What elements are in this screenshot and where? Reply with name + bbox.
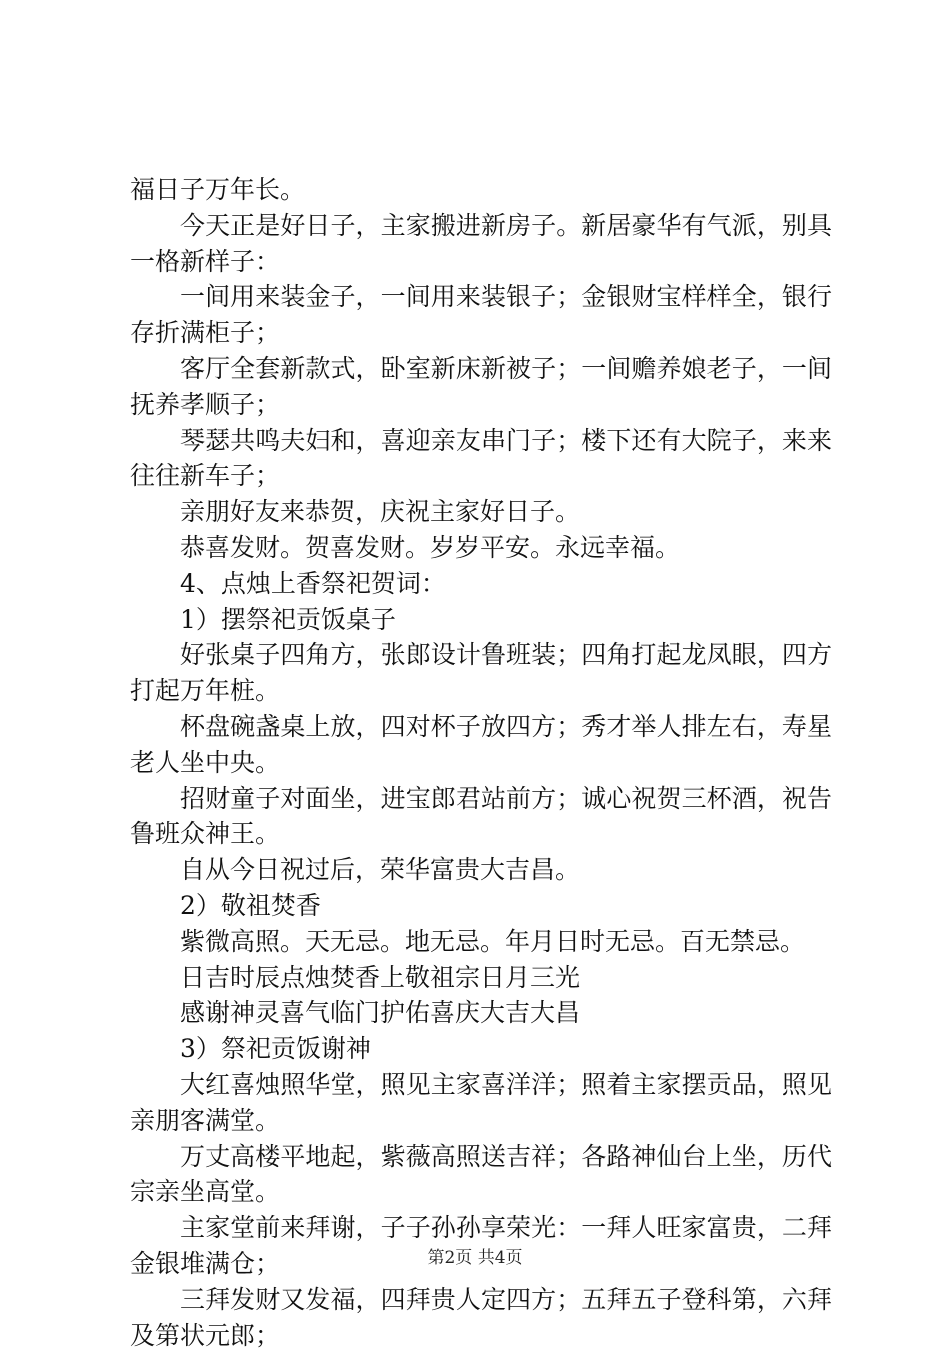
paragraph: 主家堂前来拜谢，子子孙孙享荣光：一拜人旺家富贵，二拜金银堆满仓； bbox=[130, 1213, 832, 1278]
paragraph: 琴瑟共鸣夫妇和，喜迎亲友串门子；楼下还有大院子，来来往往新车子； bbox=[130, 425, 832, 491]
paragraph: 好张桌子四角方，张郎设计鲁班装；四角打起龙凤眼，四方打起万年桩。 bbox=[130, 640, 832, 706]
paragraph: 今天正是好日子，主家搬进新房子。新居豪华有气派，别具一格新样子： bbox=[130, 210, 832, 276]
paragraph: 3）祭祀贡饭谢神 bbox=[180, 1034, 371, 1064]
paragraph: 紫微高照。天无忌。地无忌。年月日时无忌。百无禁忌。 bbox=[180, 926, 806, 956]
paragraph: 恭喜发财。贺喜发财。岁岁平安。永远幸福。 bbox=[180, 532, 681, 562]
paragraph: 日吉时辰点烛焚香上敬祖宗日月三光 bbox=[180, 962, 581, 992]
paragraph: 4、点烛上香祭祀贺词： bbox=[180, 568, 446, 598]
paragraph: 福日子万年长。 bbox=[130, 175, 306, 204]
paragraph: 2）敬祖焚香 bbox=[180, 890, 321, 920]
paragraph: 亲朋好友来恭贺，庆祝主家好日子。 bbox=[180, 497, 581, 527]
paragraph: 三拜发财又发福，四拜贵人定四方；五拜五子登科第，六拜及第状元郎； bbox=[130, 1284, 832, 1350]
paragraph: 万丈高楼平地起，紫薇高照送吉祥；各路神仙台上坐，历代宗亲坐高堂。 bbox=[130, 1141, 832, 1207]
document-body bbox=[130, 172, 832, 1353]
page-footer: 第2页 共4页 bbox=[427, 1248, 523, 1268]
paragraph: 客厅全套新款式，卧室新床新被子；一间赡养娘老子，一间抚养孝顺子； bbox=[130, 353, 832, 419]
paragraph: 招财童子对面坐，进宝郎君站前方；诚心祝贺三杯酒，祝告鲁班众神王。 bbox=[130, 783, 832, 849]
paragraph: 1）摆祭祀贡饭桌子 bbox=[180, 604, 396, 634]
paragraph: 大红喜烛照华堂，照见主家喜洋洋；照着主家摆贡品，照见亲朋客满堂。 bbox=[130, 1069, 832, 1135]
paragraph: 杯盘碗盏桌上放，四对杯子放四方；秀才举人排左右，寿星老人坐中央。 bbox=[130, 711, 832, 777]
paragraph: 一间用来装金子，一间用来装银子；金银财宝样样全，银行存折满柜子； bbox=[130, 282, 832, 348]
paragraph: 自从今日祝过后，荣华富贵大吉昌。 bbox=[180, 855, 581, 885]
paragraph: 感谢神灵喜气临门护佑喜庆大吉大昌 bbox=[180, 998, 581, 1028]
